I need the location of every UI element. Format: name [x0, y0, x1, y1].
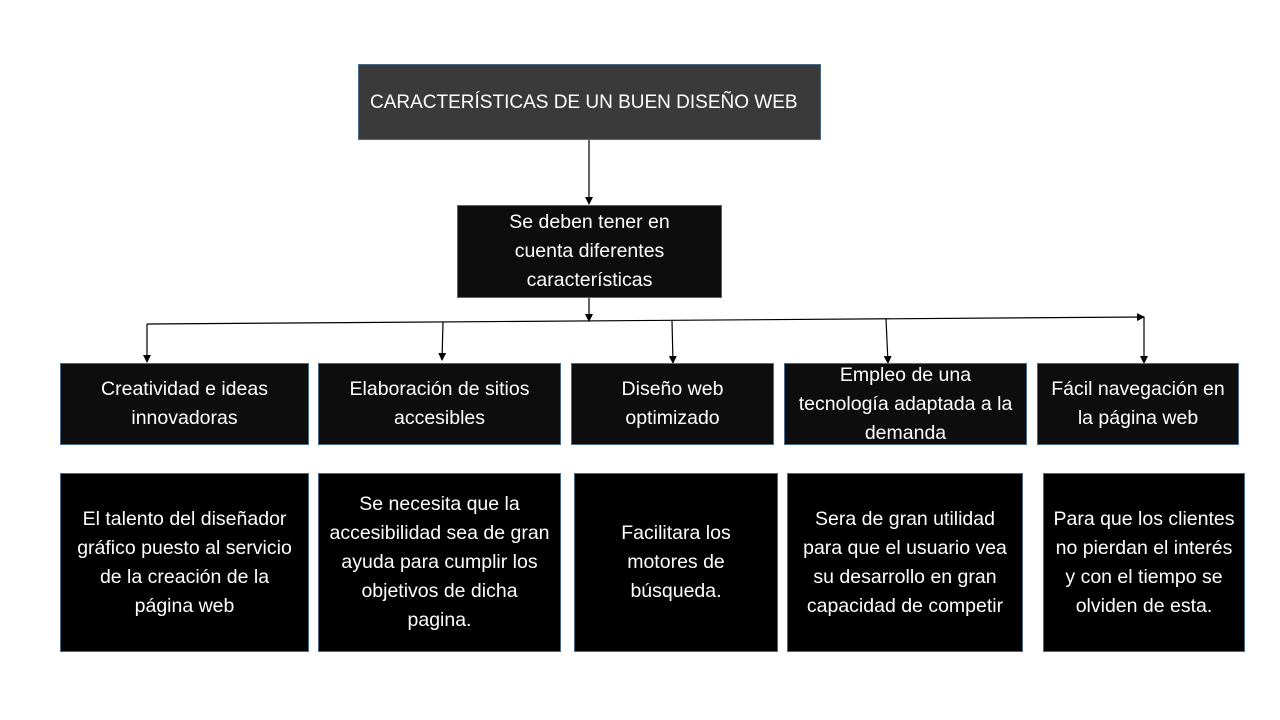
subtitle-text: Se deben tener en cuenta diferentes características	[509, 211, 670, 291]
description-text: Se necesita que la accesibilidad sea de gran ayuda para cumplir los objetivos de dicha pagina.	[329, 493, 550, 631]
category-label: Diseño web optimizado	[621, 378, 724, 429]
category-box-3	[571, 363, 774, 445]
connector-branch-line	[147, 317, 1144, 324]
description-text: Para que los clientes no pierdan el interés y con el tiempo se olviden de esta.	[1053, 507, 1235, 617]
description-box-5	[1043, 473, 1245, 652]
category-box-4	[784, 363, 1027, 445]
title-box	[358, 64, 821, 140]
connector-to-category-4	[886, 319, 888, 363]
category-label: Fácil navegación en la página web	[1051, 378, 1225, 429]
connector-to-category-2	[442, 322, 443, 360]
description-box-4	[787, 473, 1023, 652]
category-label: Elaboración de sitios accesibles	[349, 378, 530, 429]
category-label: Empleo de una tecnología adaptada a la demanda	[798, 363, 1013, 444]
title-text: CARACTERÍSTICAS DE UN BUEN DISEÑO WEB	[370, 91, 798, 113]
category-box-2	[318, 363, 561, 445]
description-box-2	[318, 473, 561, 652]
description-text: Sera de gran utilidad para que el usuario vea su desarrollo en gran capacidad de competir	[803, 507, 1007, 617]
description-text: Facilitara los motores de búsqueda.	[621, 522, 731, 602]
description-box-1	[60, 473, 309, 652]
subtitle-box	[457, 205, 722, 298]
category-box-1	[60, 363, 309, 445]
category-label: Creatividad e ideas innovadoras	[101, 378, 268, 429]
category-box-5	[1037, 363, 1239, 445]
description-box-3	[574, 473, 778, 652]
connector-to-category-3	[672, 321, 673, 363]
description-text: El talento del diseñador gráfico puesto al servicio de la creación de la página web	[77, 507, 292, 617]
